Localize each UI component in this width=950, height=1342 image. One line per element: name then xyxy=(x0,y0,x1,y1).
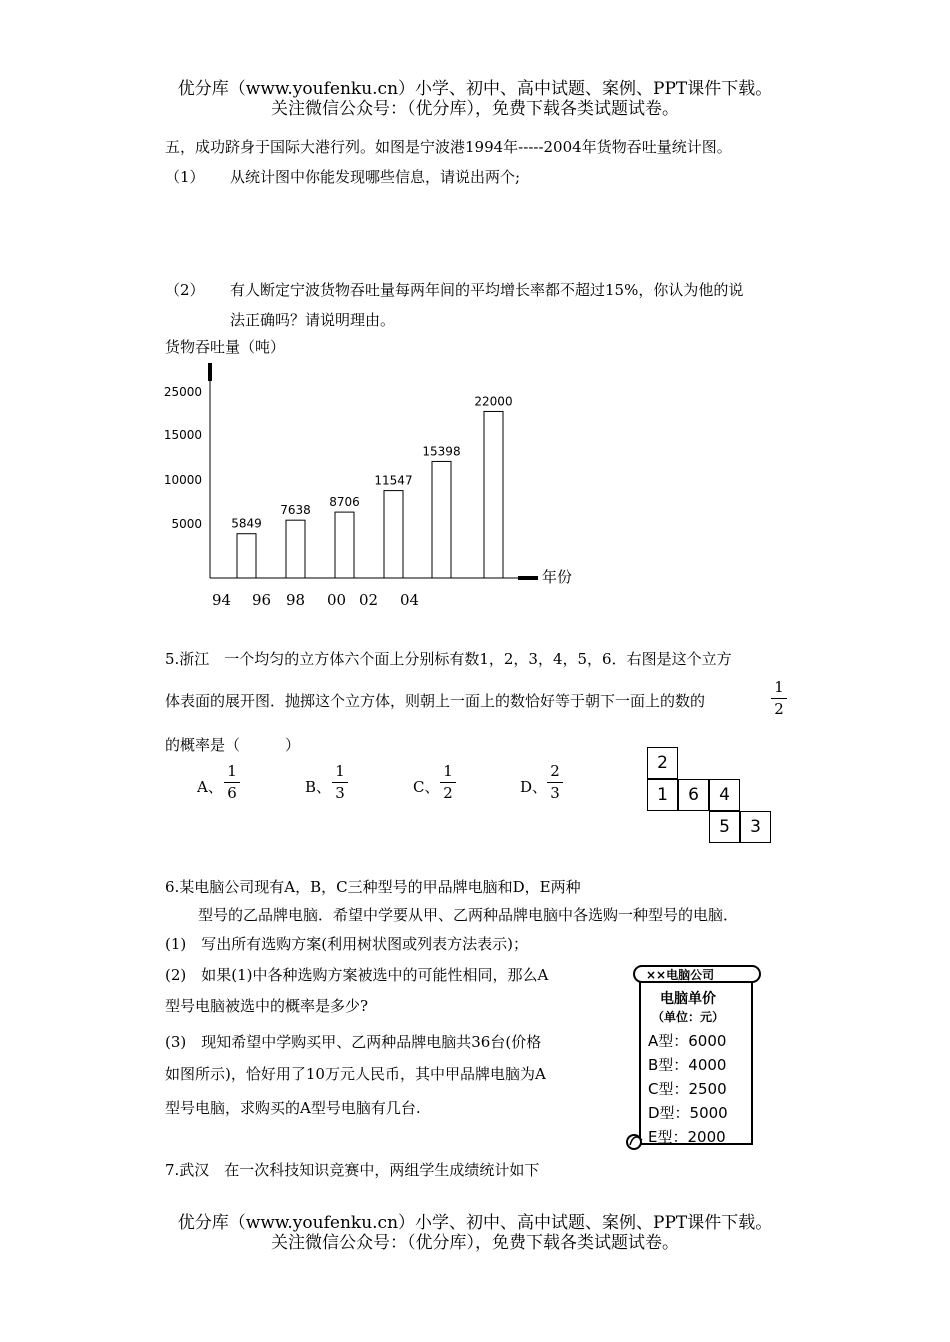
fraction-denominator: 3 xyxy=(550,784,560,802)
q5b-line-3: 的概率是（ ） xyxy=(165,736,301,754)
price-scroll xyxy=(622,962,767,1154)
bar-chart xyxy=(150,355,610,615)
x-tick-label: 98 xyxy=(286,591,306,609)
chart-y-labels xyxy=(164,385,202,531)
chart-value-labels xyxy=(231,394,512,530)
q6-sub-3b: 如图所示)，恰好用了10万元人民币，其中甲品牌电脑为A xyxy=(165,1065,546,1083)
x-axis-label: 年份 xyxy=(542,568,573,586)
price-row: B型：4000 xyxy=(648,1056,727,1074)
option-a-fraction xyxy=(224,763,240,802)
value-label: 8706 xyxy=(329,495,360,510)
scroll-heading: 电脑单价 xyxy=(660,991,716,1007)
net-face: 6 xyxy=(678,779,709,811)
bar-94 xyxy=(237,534,256,578)
bar-00 xyxy=(384,491,403,578)
net-face: 1 xyxy=(647,779,678,811)
value-label: 7638 xyxy=(280,503,311,518)
bar-98 xyxy=(335,512,354,578)
value-label: 11547 xyxy=(374,473,413,488)
option-b-fraction xyxy=(332,763,348,802)
value-label: 15398 xyxy=(422,444,461,459)
q5-part2-text-cont: 法正确吗？请说明理由。 xyxy=(230,311,396,329)
bar-04 xyxy=(484,411,503,578)
x-tick-label: 00 xyxy=(327,591,347,609)
chart-title: 货物吞吐量（吨） xyxy=(165,338,286,356)
chart-x-labels xyxy=(212,591,419,609)
q5-part1-number: （1） xyxy=(165,168,205,186)
footer-line-1: 优分库（www.youfenku.cn）小学、初中、高中试题、案例、PPT课件下载。 xyxy=(177,1213,773,1233)
fraction-numerator: 1 xyxy=(335,762,345,780)
fraction-one-half xyxy=(771,679,787,718)
bar-96 xyxy=(286,520,305,578)
option-c-label: C、 xyxy=(413,778,440,796)
scroll-unit: （单位：元） xyxy=(652,1010,725,1024)
x-tick-label: 02 xyxy=(359,591,379,609)
q5-part2-number: （2） xyxy=(165,281,205,299)
option-c-fraction xyxy=(440,763,456,802)
header-line-1: 优分库（www.youfenku.cn）小学、初中、高中试题、案例、PPT课件下载。 xyxy=(177,79,773,99)
y-tick-label: 25000 xyxy=(163,385,202,399)
option-d-fraction xyxy=(547,763,563,802)
price-row: E型：2000 xyxy=(648,1128,726,1146)
q5-intro: 五，成功跻身于国际大港行列。如图是宁波港1994年-----2004年货物吞吐量统计图。 xyxy=(165,138,732,156)
value-label: 22000 xyxy=(474,394,513,409)
price-row: D型：5000 xyxy=(648,1104,728,1122)
q6-line-1: 6.某电脑公司现有A，B，C三种型号的甲品牌电脑和D，E两种 xyxy=(165,878,581,896)
value-label: 5849 xyxy=(231,516,262,531)
x-tick-label: 94 xyxy=(212,591,232,609)
q5-part2-text: 有人断定宁波货物吞吐量每两年间的平均增长率都不超过15%，你认为他的说 xyxy=(230,281,744,299)
net-face: 2 xyxy=(647,747,678,779)
fraction-numerator: 1 xyxy=(227,762,237,780)
option-a-label: A、 xyxy=(197,778,223,796)
option-d-label: D、 xyxy=(520,778,548,796)
fraction-denominator: 2 xyxy=(443,784,453,802)
q6-sub-3c: 型号电脑，求购买的A型号电脑有几台. xyxy=(165,1099,421,1117)
q6-line-2: 型号的乙品牌电脑．希望中学要从甲、乙两种品牌电脑中各选购一种型号的电脑． xyxy=(198,906,739,924)
q6-sub-2a: (2) 如果(1)中各种选购方案被选中的可能性相同，那么A xyxy=(165,966,549,984)
y-tick-label: 10000 xyxy=(163,473,202,487)
fraction-denominator: 2 xyxy=(774,700,784,718)
q6-sub-1: (1) 写出所有选购方案(利用树状图或列表方法表示)； xyxy=(165,935,528,953)
scroll-title: ××电脑公司 xyxy=(646,968,715,982)
q5b-line-2: 体表面的展开图．抛掷这个立方体，则朝上一面上的数恰好等于朝下一面上的数的 xyxy=(165,692,706,710)
net-face: 3 xyxy=(740,811,771,843)
q7-line-1: 7.武汉 在一次科技知识竞赛中，两组学生成绩统计如下 xyxy=(165,1161,540,1179)
q5b-line-1: 5.浙江 一个均匀的立方体六个面上分别标有数1，2，3，4，5，6．右图是这个立方 xyxy=(165,650,732,668)
q6-sub-2b: 型号电脑被选中的概率是多少? xyxy=(165,997,369,1015)
x-tick-label: 96 xyxy=(252,591,272,609)
fraction-denominator: 3 xyxy=(335,784,345,802)
q5-part1-text: 从统计图中你能发现哪些信息，请说出两个; xyxy=(230,168,521,186)
fraction-denominator: 6 xyxy=(227,784,237,802)
price-row: C型：2500 xyxy=(648,1080,727,1098)
fraction-numerator: 1 xyxy=(443,762,453,780)
footer-line-2: 关注微信公众号：（优分库），免费下载各类试题试卷。 xyxy=(271,1233,679,1253)
chart-bars xyxy=(237,411,503,578)
bar-02 xyxy=(432,461,451,578)
net-face: 5 xyxy=(709,811,740,843)
header-line-2: 关注微信公众号：（优分库），免费下载各类试题试卷。 xyxy=(271,99,679,119)
y-tick-label: 5000 xyxy=(171,517,202,531)
y-tick-label: 15000 xyxy=(163,428,202,442)
price-row: A型：6000 xyxy=(648,1032,727,1050)
q6-sub-3a: (3) 现知希望中学购买甲、乙两种品牌电脑共36台(价格 xyxy=(165,1033,542,1051)
fraction-numerator: 2 xyxy=(550,762,560,780)
x-tick-label: 04 xyxy=(400,591,420,609)
option-b-label: B、 xyxy=(305,778,332,796)
fraction-numerator: 1 xyxy=(774,678,784,696)
net-face: 4 xyxy=(709,779,740,811)
